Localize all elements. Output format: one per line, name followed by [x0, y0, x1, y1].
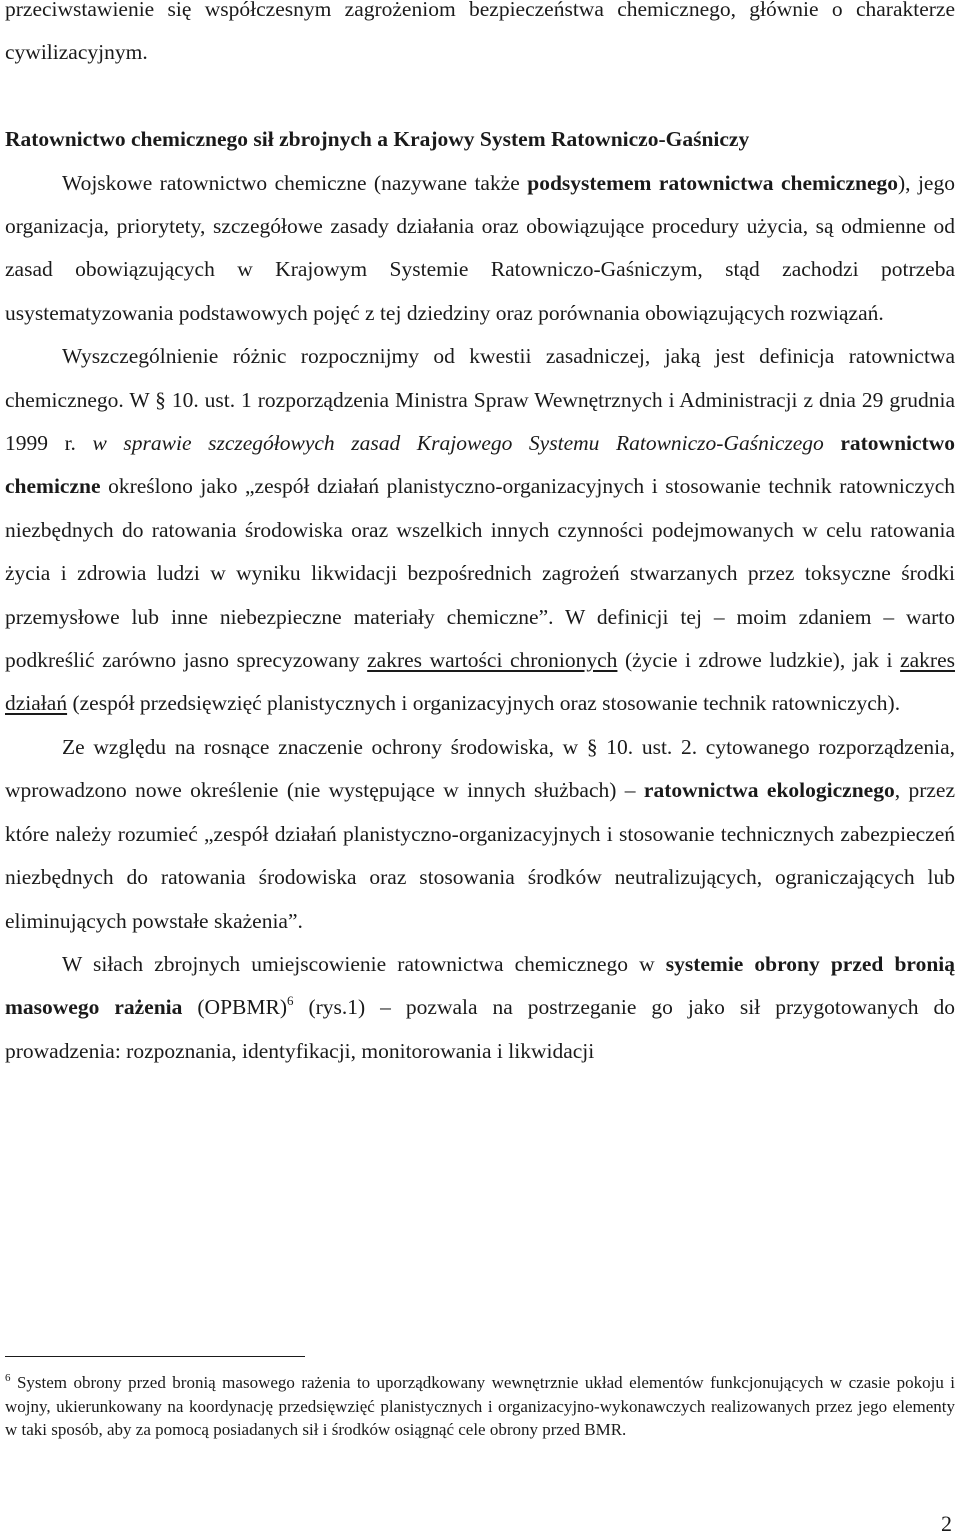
section-heading: Ratownictwo chemicznego sił zbrojnych a Krajowy System Ratowniczo-Gaśniczy: [5, 127, 750, 152]
footnote-text: System obrony przed bronią masowego rażenia to uporządkowany wewnętrznie układ elementów funkcjonujących w czasie pokoju i wojny, ukierunkowany na koordynację przedsięwzięć planistycznych i organizacyjno-wykonawczych realizowanych przez jego elementy w taki sposób, aby za pomocą posiadanych sił i środków osiągnąć cele obrony przed BMR.: [5, 1373, 955, 1440]
document-body: [5, 0, 955, 1073]
paragraph-2-text-a: Wyszczególnienie różnic rozpocznijmy od kwestii zasadniczej, jaką jest definicja ratownictwa chemicznego. W § 10. ust. 1 rozporządzenia Ministra Spraw Wewnętrznych i Administracji z dnia 29 grudnia 1999 r.: [5, 344, 955, 456]
footnote: [5, 1371, 955, 1442]
paragraph-4-term: systemie obrony przed bronią masowego rażenia: [5, 951, 955, 1020]
paragraph-2-underline-values: zakres wartości chronionych: [367, 648, 618, 673]
intro-paragraph: przeciwstawienie się współczesnym zagrożeniom bezpieczeństwa chemicznego, głównie o charakterze cywilizacyjnym.: [5, 0, 955, 65]
paragraph-2-text-d: (zespół przedsięwzięć planistycznych i organizacyjnych oraz stosowanie technik ratowniczych).: [67, 691, 901, 716]
paragraph-3-text-a: Ze względu na rosnące znaczenie ochrony środowiska, w § 10. ust. 2. cytowanego rozporządzenia, wprowadzono nowe określenie (nie występujące w innych służbach) –: [5, 734, 955, 803]
footnote-separator: [5, 1356, 305, 1357]
paragraph-4-text-b: (OPBMR): [182, 995, 287, 1020]
paragraph-2-text-b: określono jako „zespół działań planistyczno-organizacyjnych i stosowanie technik ratowniczych niezbędnych do ratowania środowiska oraz wszelkich innych czynności podejmowanych w celu ratowania życia i zdrowia ludzi w wyniku likwidacji bezpośrednich zagrożeń stwarzanych przez toksyczne środki przemysłowe lub inne niebezpieczne materiały chemiczne”. W definicji tej – moim zdaniem – warto podkreślić zarówno jasno sprecyzowany: [5, 474, 955, 673]
paragraph-2-text-c: (życie i zdrowe ludzkie), jak i: [617, 648, 901, 673]
paragraph-4-text-a: W siłach zbrojnych umiejscowienie ratownictwa chemicznego w: [62, 951, 666, 976]
paragraph-4-text-c: (rys.1) – pozwala na postrzeganie go jako sił przygotowanych do prowadzenia: rozpoznania, identyfikacji, monitorowania i likwidacji: [5, 995, 955, 1063]
paragraph-3: [5, 726, 955, 943]
paragraph-1-term: podsystemem ratownictwa chemicznego: [527, 170, 898, 195]
paragraph-1-text-b: ), jego organizacja, priorytety, szczegółowe zasady działania oraz obowiązujące procedury użycia, są odmienne od zasad obowiązujących w Krajowym Systemie Ratowniczo-Gaśniczym, stąd zachodzi potrzeba usystematyzowania podstawowych pojęć z tej dziedziny oraz porównania obowiązujących rozwiązań.: [5, 170, 955, 325]
paragraph-2: [5, 335, 955, 726]
paragraph-2-regulation-title: w sprawie szczegółowych zasad Krajowego Systemu Ratowniczo-Gaśniczego: [92, 431, 824, 456]
paragraph-2-space: [824, 431, 841, 455]
paragraph-3-term: ratownictwa ekologicznego: [643, 778, 895, 803]
paragraph-2-term: ratownictwo chemiczne: [5, 431, 955, 499]
footnote-number: 6: [5, 1372, 11, 1384]
paragraph-2-underline-actions: zakres działań: [5, 648, 955, 716]
footnote-reference[interactable]: 6: [286, 993, 294, 1009]
paragraph-1: [5, 162, 955, 336]
paragraph-4: [5, 943, 955, 1073]
page-number: 2: [941, 1511, 952, 1536]
section-spacer: [5, 75, 955, 118]
paragraph-1-text-a: Wojskowe ratownictwo chemiczne (nazywane także: [62, 170, 528, 195]
paragraph-3-text-b: , przez które należy rozumieć „zespół działań planistyczno-organizacyjnych i stosowanie technicznych zabezpieczeń niezbędnych do ratowania środowiska oraz stosowania środków neutralizujących, ograniczających lub eliminujących powstałe skażenia”.: [5, 778, 956, 933]
